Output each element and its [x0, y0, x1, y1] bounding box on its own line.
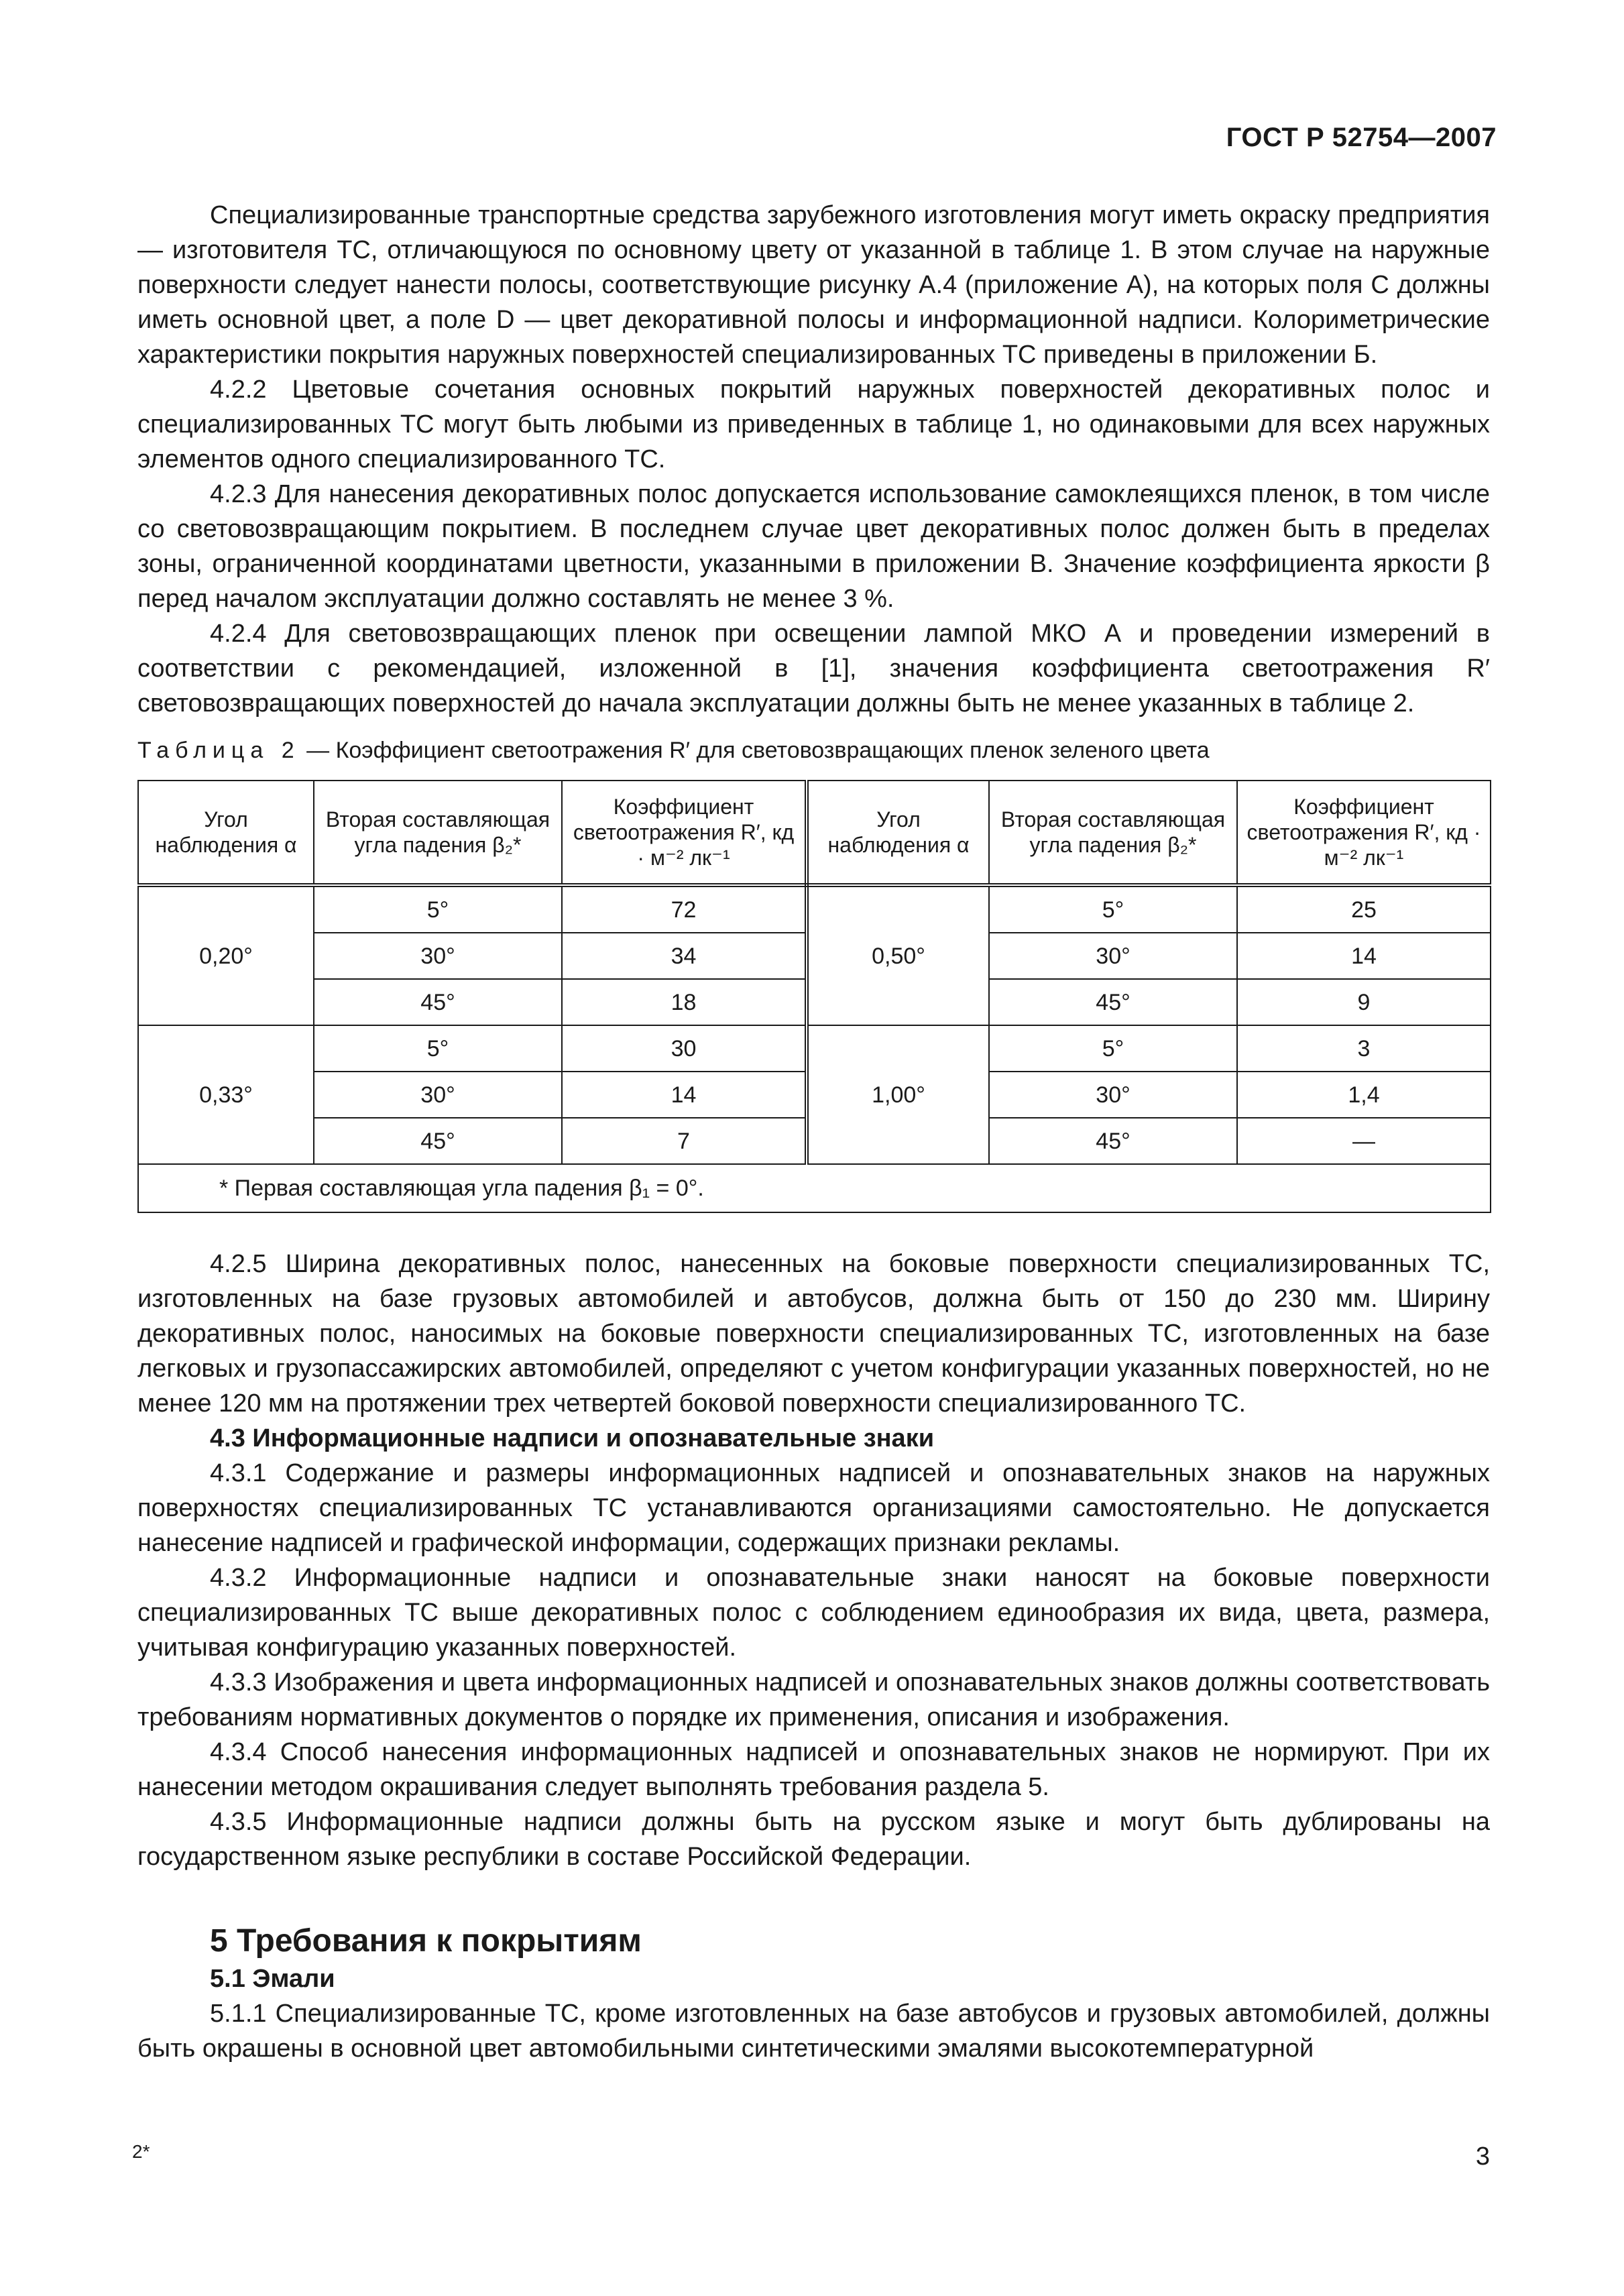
- table-cell: 72: [562, 885, 807, 933]
- table-header-cell: Вторая составляющая угла падения β₂*: [989, 781, 1237, 885]
- standard-code: ГОСТ Р 52754—2007: [1226, 123, 1497, 152]
- table-cell: 30°: [314, 1072, 562, 1118]
- table-cell: 45°: [314, 979, 562, 1025]
- table-caption: [137, 736, 1490, 765]
- table-cell: 14: [1237, 933, 1491, 979]
- table-cell: 5°: [314, 885, 562, 933]
- section-heading: 5 Требования к покрытиям: [210, 1923, 642, 1959]
- table-cell: 9: [1237, 979, 1491, 1025]
- table-header-cell: Коэффициент светоотражения R′, кд · м⁻² лк⁻¹: [562, 781, 807, 885]
- table-cell: 14: [562, 1072, 807, 1118]
- table-cell: 3: [1237, 1025, 1491, 1072]
- table-cell: 7: [562, 1118, 807, 1164]
- subsection-heading: 4.3 Информационные надписи и опознавательные знаки: [210, 1424, 935, 1452]
- table-cell: —: [1237, 1118, 1491, 1164]
- table-footnote: * Первая составляющая угла падения β₁ = 0°.: [138, 1164, 1491, 1212]
- table-row: [138, 885, 1491, 933]
- paragraph: 4.2.4 Для световозвращающих пленок при освещении лампой МКО А и проведении измерений в соответствии с рекомендацией, изложенной в [1], значения коэффициента светоотражения R′ световозвращающих поверхностей до начала эксплуатации должны быть не менее указанных в таблице 2.: [137, 620, 1490, 718]
- table-header-cell: Коэффициент светоотражения R′, кд · м⁻² лк⁻¹: [1237, 781, 1491, 885]
- paragraph: Специализированные транспортные средства зарубежного изготовления могут иметь окраску предприятия — изготовителя ТС, отличающуюся по основному цвету от указанной в таблице 1. В этом случае на наружные поверхности следует нанести полосы, соответствующие рисунку А.4 (приложение А), на которых поля C должны иметь основной цвет, а поле D — цвет декоративной полосы и информационной надписи. Колориметрические характеристики покрытия наружных поверхностей специализированных ТС приведены в приложении Б.: [137, 201, 1490, 369]
- table-cell: 30°: [314, 933, 562, 979]
- paragraph: 4.3.4 Способ нанесения информационных надписей и опознавательных знаков не нормируют. При их нанесении методом окрашивания следует выполнять требования раздела 5.: [137, 1738, 1490, 1801]
- table-cell-alpha: 0,33°: [138, 1025, 314, 1164]
- table-cell: 34: [562, 933, 807, 979]
- paragraph: 4.3.1 Содержание и размеры информационных надписей и опознавательных знаков на наружных поверхностях специализированных ТС устанавливаются организациями самостоятельно. Не допускается нанесение надписей и графической информации, содержащих признаки рекламы.: [137, 1459, 1490, 1557]
- main-content: [137, 198, 1490, 2066]
- paragraph: 4.2.3 Для нанесения декоративных полос допускается использование самоклеящихся пленок, в том числе со световозвращающим покрытием. В последнем случае цвет декоративных полос должен быть в пределах зоны, ограниченной координатами цветности, указанными в приложении В. Значение коэффициента яркости β перед началом эксплуатации должно составлять не менее 3 %.: [137, 480, 1490, 613]
- table-cell-alpha: 1,00°: [807, 1025, 989, 1164]
- table-cell: 30°: [989, 1072, 1237, 1118]
- paragraph: 4.2.5 Ширина декоративных полос, нанесенных на боковые поверхности специализированных ТС, изготовленных на базе грузовых автомобилей и автобусов, должна быть от 150 до 230 мм. Ширину декоративных полос, наносимых на боковые поверхности специализированных ТС, изготовленных на базе легковых и грузопассажирских автомобилей, определяют с учетом конфигурации указанных поверхностей, но не менее 120 мм на протяжении трех четвертей боковой поверхности специализированного ТС.: [137, 1250, 1490, 1418]
- table-cell: 30: [562, 1025, 807, 1072]
- table-row: [138, 1025, 1491, 1072]
- paragraph: 4.3.5 Информационные надписи должны быть на русском языке и могут быть дублированы на государственном языке республики в составе Российской Федерации.: [137, 1808, 1490, 1871]
- reflection-coefficient-table: [137, 780, 1491, 1213]
- table-caption-label: Таблица 2: [137, 738, 300, 763]
- table-header-cell: Угол наблюдения α: [138, 781, 314, 885]
- table-cell: 5°: [989, 885, 1237, 933]
- table-cell: 5°: [989, 1025, 1237, 1072]
- table-caption-text: — Коэффициент светоотражения R′ для световозвращающих пленок зеленого цвета: [300, 738, 1210, 763]
- table-cell: 45°: [989, 979, 1237, 1025]
- table-header-cell: Угол наблюдения α: [807, 781, 989, 885]
- table-cell-alpha: 0,50°: [807, 885, 989, 1025]
- paragraph: 4.3.3 Изображения и цвета информационных надписей и опознавательных знаков должны соответствовать требованиям нормативных документов о порядке их применения, описания и изображения.: [137, 1668, 1490, 1731]
- table-cell: 45°: [989, 1118, 1237, 1164]
- table-header-row: [138, 781, 1491, 885]
- table-cell: 18: [562, 979, 807, 1025]
- paragraph: 5.1.1 Специализированные ТС, кроме изготовленных на базе автобусов и грузовых автомобилей, должны быть окрашены в основной цвет автомобильными синтетическими эмалями высокотемпературной: [137, 2000, 1490, 2063]
- signature-mark: 2*: [132, 2141, 150, 2162]
- page-number: 3: [1475, 2142, 1490, 2171]
- paragraph: 4.3.2 Информационные надписи и опознавательные знаки наносят на боковые поверхности специализированных ТС выше декоративных полос с соблюдением единообразия их вида, цвета, размера, учитывая конфигурацию указанных поверхностей.: [137, 1564, 1490, 1662]
- table-note-row: [138, 1164, 1491, 1212]
- table-header-cell: Вторая составляющая угла падения β₂*: [314, 781, 562, 885]
- subsection-heading: 5.1 Эмали: [210, 1965, 335, 1993]
- table-cell: 5°: [314, 1025, 562, 1072]
- paragraph: 4.2.2 Цветовые сочетания основных покрытий наружных поверхностей декоративных полос и специализированных ТС могут быть любыми из приведенных в таблице 1, но одинаковыми для всех наружных элементов одного специализированного ТС.: [137, 376, 1490, 473]
- table-cell: 45°: [314, 1118, 562, 1164]
- table-cell: 1,4: [1237, 1072, 1491, 1118]
- table-cell: 25: [1237, 885, 1491, 933]
- table-cell-alpha: 0,20°: [138, 885, 314, 1025]
- table-cell: 30°: [989, 933, 1237, 979]
